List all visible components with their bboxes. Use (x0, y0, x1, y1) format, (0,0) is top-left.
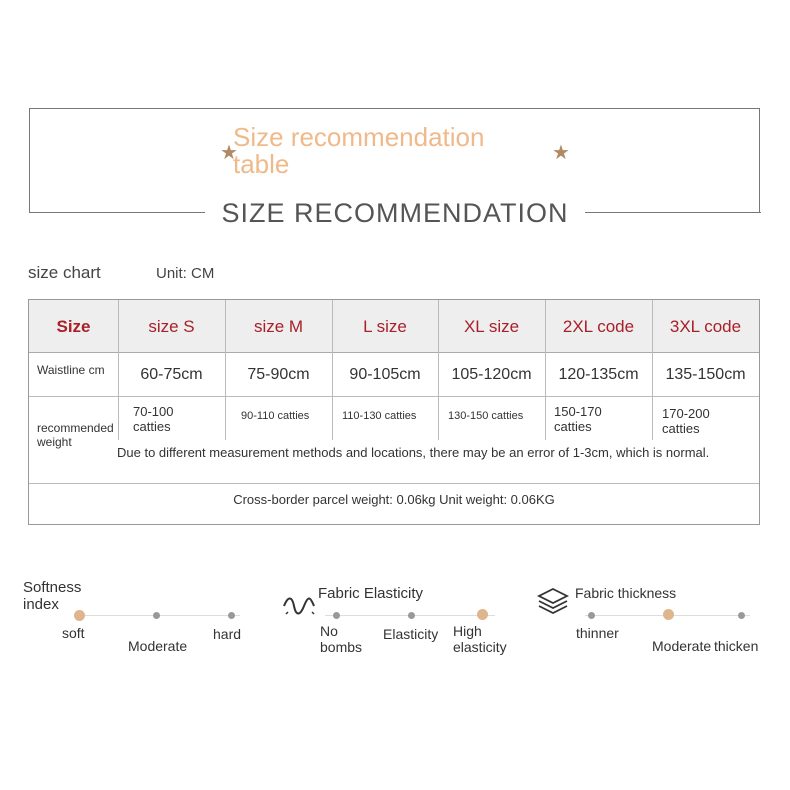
table-header-cell: size S (148, 316, 195, 336)
scale-label: High elasticity (453, 623, 507, 655)
table-cell: 120-135cm (558, 366, 639, 383)
scale-label: thicken (714, 638, 759, 654)
table-header-cell: 2XL code (562, 316, 635, 336)
star-icon: ★ (552, 142, 570, 164)
thickness-title: Fabric thickness (575, 585, 677, 601)
scale-label: Elasticity (383, 626, 439, 642)
table-header-cell: 3XL code (669, 316, 742, 336)
unit-label: Unit: CM (156, 265, 215, 282)
table-header-cell: L size (363, 316, 407, 336)
scale-label: Moderate (652, 638, 712, 654)
divider (585, 212, 761, 213)
size-table (28, 299, 760, 525)
scale-dot-active (477, 609, 488, 620)
table-header-cell: Size (56, 316, 91, 336)
scale-dot (153, 612, 160, 619)
table-cell: 130-150 catties (448, 410, 524, 422)
table-cell: 75-90cm (247, 366, 310, 383)
scale-dot-active (663, 609, 674, 620)
layers-icon (536, 586, 570, 618)
scale-label: No bombs (320, 623, 363, 655)
table-cell: 90-105cm (349, 366, 421, 383)
scale-dot-active (74, 610, 85, 621)
divider (29, 212, 205, 213)
table-cell: 70-100 catties (133, 404, 174, 434)
parcel-weight: Cross-border parcel weight: 0.06kg Unit weight: 0.06KG (233, 492, 555, 507)
scale-dot (408, 612, 415, 619)
table-header-cell: size M (253, 316, 304, 336)
table-cell: 90-110 catties (241, 410, 310, 422)
header-title: Size recommendation table (233, 122, 485, 179)
softness-title: Softness index (23, 579, 82, 613)
scale-dot (588, 612, 595, 619)
size-chart-label: size chart (28, 263, 101, 282)
scale-label: Moderate (128, 638, 188, 654)
elasticity-title: Fabric Elasticity (318, 585, 424, 602)
table-header-cell: XL size (463, 316, 520, 336)
weight-label: recommended weight (37, 421, 114, 449)
scale-dot (228, 612, 235, 619)
table-cell: 60-75cm (140, 366, 203, 383)
scale-label: soft (62, 625, 85, 641)
table-cell: 150-170 catties (554, 404, 602, 434)
measurement-note: Due to different measurement methods and locations, there may be an error of 1-3cm, which is normal. (117, 445, 710, 460)
softness-scale (80, 615, 240, 616)
table-cell: 105-120cm (451, 366, 532, 383)
star-icon: ★ (220, 142, 238, 164)
scale-dot (333, 612, 340, 619)
table-cell: 110-130 catties (342, 410, 417, 422)
page-title: SIZE RECOMMENDATION (221, 198, 569, 228)
wave-icon (282, 594, 316, 618)
table-cell: 135-150cm (665, 366, 746, 383)
scale-label: hard (213, 626, 242, 642)
scale-dot (738, 612, 745, 619)
waistline-label: Waistline cm (37, 363, 105, 377)
divider (29, 483, 759, 484)
scale-label: thinner (576, 625, 619, 641)
table-cell: 170-200 catties (662, 406, 710, 436)
